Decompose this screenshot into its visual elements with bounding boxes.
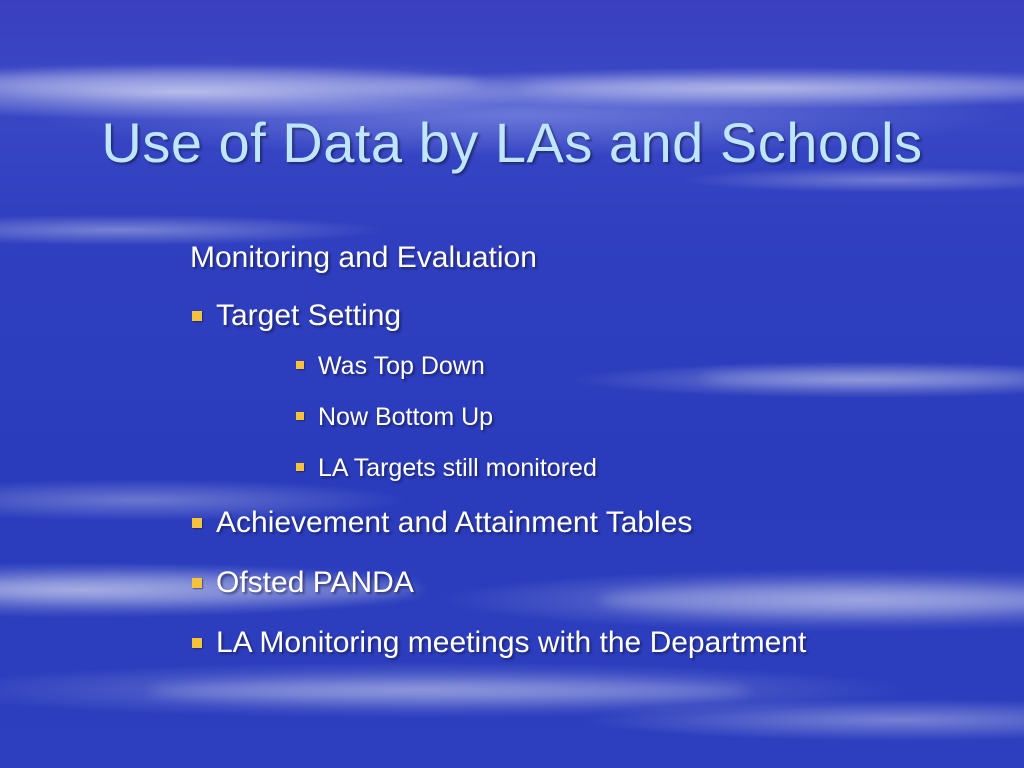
square-bullet-icon [296,412,304,420]
list-item [190,561,990,605]
square-bullet-icon [192,578,202,588]
cloud-streak [0,70,480,96]
slide-content [190,236,990,681]
square-bullet-icon [296,361,304,369]
square-bullet-icon [192,518,202,528]
square-bullet-icon [296,463,304,471]
sub-list-item [294,450,990,486]
sub-list-item-label: Now Bottom Up [318,403,494,431]
list-item [190,294,990,338]
square-bullet-icon [192,638,202,648]
slide-title: Use of Data by LAs and Schools [101,111,923,174]
section-heading: Monitoring and Evaluation [190,241,537,274]
sub-list-item [294,348,990,384]
list-item [190,621,990,665]
list-item [190,501,990,545]
cloud-streak [150,680,750,702]
sub-list-item-label: LA Targets still monitored [318,454,597,482]
sub-list-item-label: Was Top Down [318,352,485,380]
list-item-label: Target Setting [216,299,402,332]
sub-list [190,348,990,486]
square-bullet-icon [192,311,202,321]
cloud-streak [520,78,1024,98]
list-item-label: Ofsted PANDA [216,566,414,599]
list-item-label: Achievement and Attainment Tables [216,506,693,539]
sub-list-item [294,399,990,435]
list-item-label: LA Monitoring meetings with the Department [216,626,807,659]
